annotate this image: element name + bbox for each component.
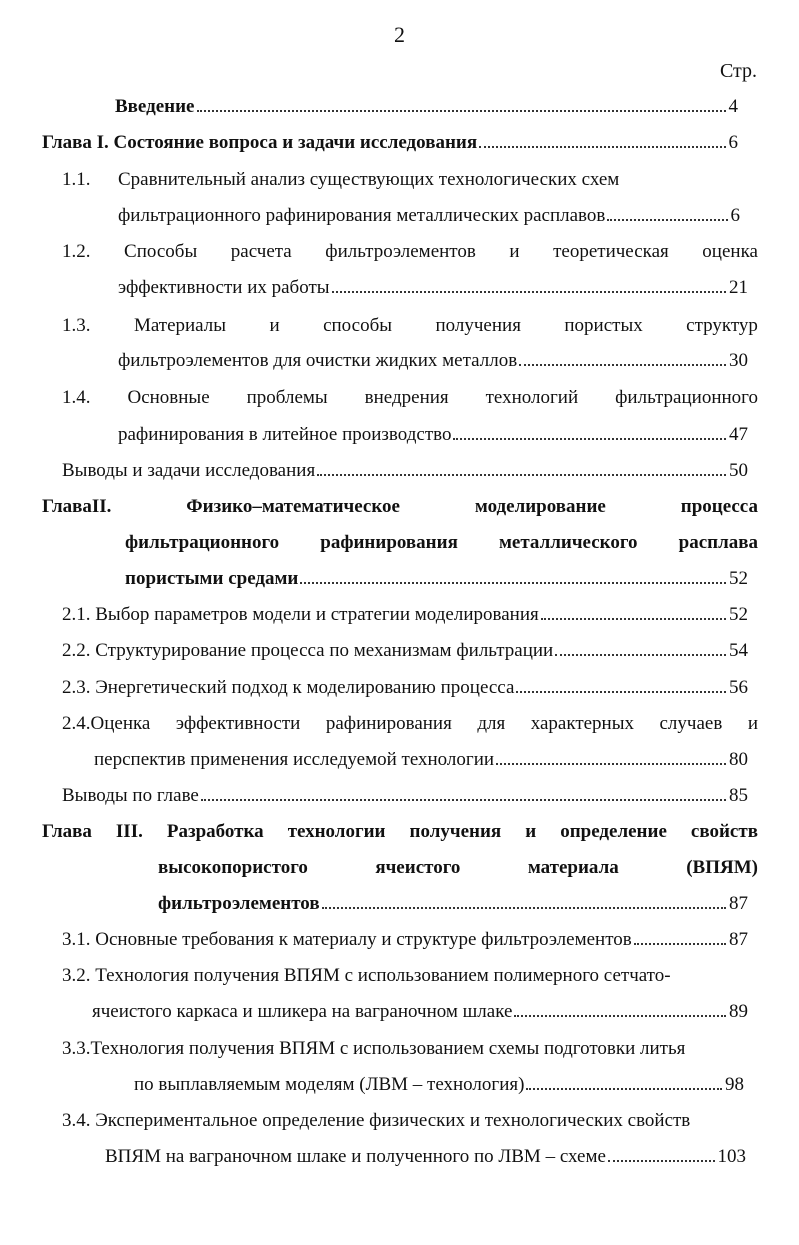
word: (ВПЯМ)	[686, 857, 758, 878]
word: случаев	[659, 713, 723, 734]
word: рафинирования	[320, 532, 458, 553]
toc-title: Выводы и задачи исследования	[62, 460, 316, 481]
leader-dots	[197, 109, 726, 112]
section-number: 2.4.Оценка	[62, 713, 151, 734]
word: теоретическая	[553, 241, 669, 262]
toc-entry-3-2-line2	[92, 997, 748, 1027]
toc-entry-1-4-line2	[118, 420, 748, 450]
toc-entry-1-3-line2	[118, 346, 748, 376]
toc-title-cont: по выплавляемым моделям (ЛВМ – технология)	[134, 1074, 525, 1095]
section-number: 1.4.	[62, 387, 91, 408]
toc-entry-1-2-line1	[62, 237, 758, 267]
toc-entry-1-1-line2	[118, 201, 740, 231]
leader-dots	[519, 363, 726, 366]
toc-entry-3-1	[62, 925, 748, 955]
word: внедрения	[364, 387, 449, 408]
word: пористых	[564, 315, 643, 336]
word: и	[509, 241, 520, 262]
toc-entry-3-3-line1	[62, 1034, 758, 1064]
word: для	[477, 713, 506, 734]
word: ячеистого	[375, 857, 461, 878]
word: и	[269, 315, 280, 336]
leader-dots	[634, 942, 726, 945]
leader-dots	[541, 617, 726, 620]
toc-title-cont: рафинирования в литейное производство	[118, 424, 452, 445]
leader-dots	[516, 690, 726, 693]
word: рафинирования	[325, 713, 452, 734]
toc-page: 52	[729, 568, 748, 589]
toc-page: 89	[729, 1001, 748, 1022]
toc-title: Глава I. Состояние вопроса и задачи исследования	[42, 132, 478, 153]
leader-dots	[201, 798, 726, 801]
leader-dots	[317, 473, 726, 476]
word: технологии	[287, 821, 386, 842]
toc-page: 52	[729, 604, 748, 625]
word: Физико–математическое	[186, 496, 400, 517]
leader-dots	[300, 581, 726, 584]
toc-title: 2.3. Энергетический подход к моделированию процесса	[62, 677, 515, 698]
toc-entry-2-1	[62, 600, 748, 630]
toc-title: Выводы по главе	[62, 785, 199, 806]
toc-page: 6	[730, 205, 740, 226]
word: структур	[686, 315, 758, 336]
toc-entry-2-2	[62, 636, 748, 666]
leader-dots	[607, 218, 727, 221]
leader-dots	[479, 145, 725, 148]
word: III.	[115, 821, 143, 842]
toc-page: 85	[729, 785, 748, 806]
word: свойств	[690, 821, 758, 842]
page-number: 2	[394, 22, 405, 47]
word: получения	[435, 315, 521, 336]
word: Разработка	[166, 821, 264, 842]
word: расчета	[230, 241, 292, 262]
toc-page: 54	[729, 640, 748, 661]
toc-title-cont: эффективности их работы	[118, 277, 330, 298]
word: расплава	[678, 532, 758, 553]
word: Основные	[127, 387, 210, 408]
toc-page: 80	[729, 749, 748, 770]
leader-dots	[496, 762, 726, 765]
toc-entry-chapter-2-line2	[125, 528, 758, 558]
toc-entry-1-2-line2	[118, 273, 748, 303]
word: материала	[527, 857, 619, 878]
word: технологий	[485, 387, 579, 408]
toc-entry-1-3-line1	[62, 311, 758, 341]
toc-page: 21	[729, 277, 748, 298]
word: фильтроэлементов	[325, 241, 476, 262]
toc-entry-conclusions-1	[62, 456, 748, 486]
leader-dots	[514, 1014, 726, 1017]
toc-entry-2-4-line1	[62, 709, 758, 739]
toc-page: 103	[717, 1146, 746, 1167]
toc-entry-1-1-line1	[62, 165, 758, 195]
toc-entry-chapter-3-line1	[42, 817, 758, 847]
leader-dots	[453, 437, 726, 440]
toc-entry-2-4-line2	[94, 745, 748, 775]
toc-entry-2-3	[62, 673, 748, 703]
toc-entry-3-4-line1	[62, 1106, 758, 1136]
toc-entry-chapter-2-line3	[125, 564, 748, 594]
word: способы	[323, 315, 393, 336]
chapter-label: ГлаваII.	[42, 496, 112, 517]
toc-title: 3.1. Основные требования к материалу и структуре фильтроэлементов	[62, 929, 632, 950]
word: моделирование	[474, 496, 606, 517]
toc-entry-3-2-line1	[62, 961, 758, 991]
page-column-header: Стр.	[719, 60, 757, 82]
toc-title-cont: фильтроэлементов для очистки жидких металлов	[118, 350, 518, 371]
section-number: 1.2.	[62, 241, 91, 262]
word: и	[747, 713, 758, 734]
toc-entry-chapter-3-line3	[158, 889, 748, 919]
word: и	[525, 821, 537, 842]
toc-title-cont: фильтроэлементов	[158, 893, 320, 914]
toc-title-cont: ячеистого каркаса и шликера на ваграночном шлаке	[92, 1001, 513, 1022]
toc-entry-intro	[115, 92, 738, 122]
toc-title: 3.3.Технология получения ВПЯМ с использованием схемы подготовки литья	[62, 1038, 686, 1059]
toc-page: 56	[729, 677, 748, 698]
toc-title-cont: пористыми средами	[125, 568, 299, 589]
toc-page: 98	[725, 1074, 744, 1095]
word: Способы	[124, 241, 198, 262]
word: определение	[560, 821, 667, 842]
toc-title: 3.4. Экспериментальное определение физических и технологических свойств	[62, 1110, 691, 1131]
toc-title: 3.2. Технология получения ВПЯМ с использованием полимерного сетчато-	[62, 965, 671, 986]
toc-title: Сравнительный анализ существующих технологических схем	[118, 169, 620, 190]
toc-entry-chapter-2-line1	[42, 492, 758, 522]
word: характерных	[530, 713, 634, 734]
word: фильтрационного	[125, 532, 280, 553]
toc-entry-conclusions-2	[62, 781, 748, 811]
word: оценка	[702, 241, 758, 262]
word: процесса	[680, 496, 758, 517]
toc-entry-chapter-1	[42, 128, 738, 158]
toc-title: 2.2. Структурирование процесса по механизмам фильтрации	[62, 640, 554, 661]
toc-page: 87	[729, 893, 748, 914]
toc-page: 50	[729, 460, 748, 481]
toc-entry-3-3-line2	[134, 1070, 744, 1100]
toc-page: 87	[729, 929, 748, 950]
toc-title-cont: фильтрационного рафинирования металлических расплавов	[118, 205, 606, 226]
word: Материалы	[133, 315, 227, 336]
word: фильтрационного	[615, 387, 758, 408]
toc-title: 2.1. Выбор параметров модели и стратегии моделирования	[62, 604, 539, 625]
word: металлического	[498, 532, 638, 553]
word: эффективности	[175, 713, 301, 734]
leader-dots	[555, 653, 726, 656]
toc-entry-1-4-line1	[62, 383, 758, 413]
word: получения	[409, 821, 502, 842]
toc-title: Введение	[115, 96, 195, 117]
toc-entry-chapter-3-line2	[158, 853, 758, 883]
toc-title-cont: перспектив применения исследуемой технологии	[94, 749, 495, 770]
leader-dots	[322, 906, 726, 909]
section-number: 1.1.	[62, 169, 91, 190]
toc-page: 30	[729, 350, 748, 371]
toc-title-cont: ВПЯМ на ваграночном шлаке и полученного по ЛВМ – схеме	[105, 1146, 606, 1167]
section-number: 1.3.	[62, 315, 91, 336]
toc-entry-3-4-line2	[105, 1142, 746, 1172]
toc-page: 4	[728, 96, 738, 117]
leader-dots	[526, 1087, 722, 1090]
word: проблемы	[246, 387, 328, 408]
chapter-label: Глава	[42, 821, 92, 842]
leader-dots	[608, 1159, 715, 1162]
toc-page: 6	[728, 132, 738, 153]
word: высокопористого	[158, 857, 308, 878]
leader-dots	[332, 290, 726, 293]
toc-page: 47	[729, 424, 748, 445]
